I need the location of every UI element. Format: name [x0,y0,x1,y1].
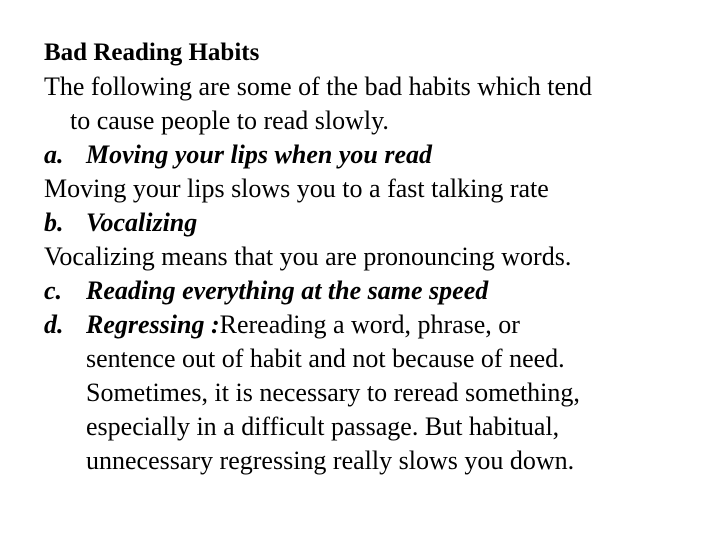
habit-heading: Regressing : [86,310,220,339]
habit-heading: Reading everything at the same speed [86,276,489,305]
habit-heading: Moving your lips when you read [86,140,432,169]
habit-description: Sometimes, it is necessary to reread something, [86,378,580,407]
habit-item-c [44,274,704,308]
slide-content [44,36,704,478]
habit-description: Rereading a word, phrase, or [219,310,520,339]
habit-item-d [44,308,704,478]
habit-marker: c. [44,276,63,305]
intro-text-line-2: to cause people to read slowly. [70,106,389,135]
habit-description: especially in a difficult passage. But habitual, [86,412,560,441]
intro-text-line-1: The following are some of the bad habits which tend [44,72,593,101]
habit-description: sentence out of habit and not because of need. [86,344,565,373]
habit-description: Vocalizing means that you are pronouncing words. [44,242,572,271]
habit-heading: Vocalizing [86,208,198,237]
habit-heading-line [86,308,704,342]
habit-item-b [44,206,704,240]
habit-description: Moving your lips slows you to a fast talking rate [44,174,549,203]
habit-item-a [44,138,704,172]
habit-marker: b. [44,208,64,237]
habit-marker: a. [44,140,64,169]
page-title: Bad Reading Habits [44,39,260,66]
habit-marker: d. [44,310,64,339]
habit-description: unnecessary regressing really slows you down. [86,446,575,475]
